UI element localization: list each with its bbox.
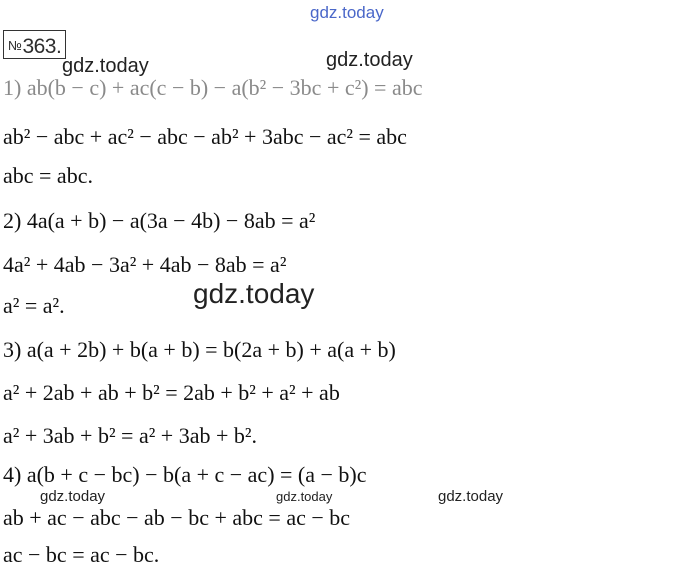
watermark-top: gdz.today [310, 3, 384, 22]
equation-line-2-3: a² = a². [3, 293, 65, 318]
equation-line-4-2: ab + ac − abc − ab − bc + abc = ac − bc [3, 505, 351, 530]
equation-line-3-2: a² + 2ab + ab + b² = 2ab + b² + a² + ab [3, 380, 340, 405]
equation-line-1-3: abc = abc. [3, 163, 93, 188]
watermark: gdz.today [438, 488, 504, 505]
equation-line-4-1: 4) a(b + c − bc) − b(a + c − ac) = (a − b)c [3, 462, 367, 487]
equation-line-3-3: a² + 3ab + b² = a² + 3ab + b². [3, 423, 257, 448]
watermark: gdz.today [326, 49, 413, 71]
number-sign: № [8, 38, 22, 53]
equation-line-2-2: 4a² + 4ab − 3a² + 4ab − 8ab = a² [3, 252, 287, 277]
problem-number-badge [3, 30, 66, 59]
equation-line-1-1: 1) ab(b − c) + ac(c − b) − a(b² − 3bc + c²) = abc [3, 75, 423, 100]
watermark: gdz.today [276, 489, 333, 504]
equation-line-1-2: ab² − abc + ac² − abc − ab² + 3abc − ac² = abc [3, 124, 407, 149]
equation-line-3-1: 3) a(a + 2b) + b(a + b) = b(2a + b) + a(a + b) [3, 337, 396, 362]
equation-line-4-3: ac − bc = ac − bc. [3, 542, 160, 567]
watermark: gdz.today [62, 55, 149, 77]
problem-number: 363. [22, 35, 62, 58]
equation-line-2-1: 2) 4a(a + b) − a(3a − 4b) − 8ab = a² [3, 208, 316, 233]
watermark: gdz.today [193, 278, 315, 309]
watermark: gdz.today [40, 488, 106, 505]
